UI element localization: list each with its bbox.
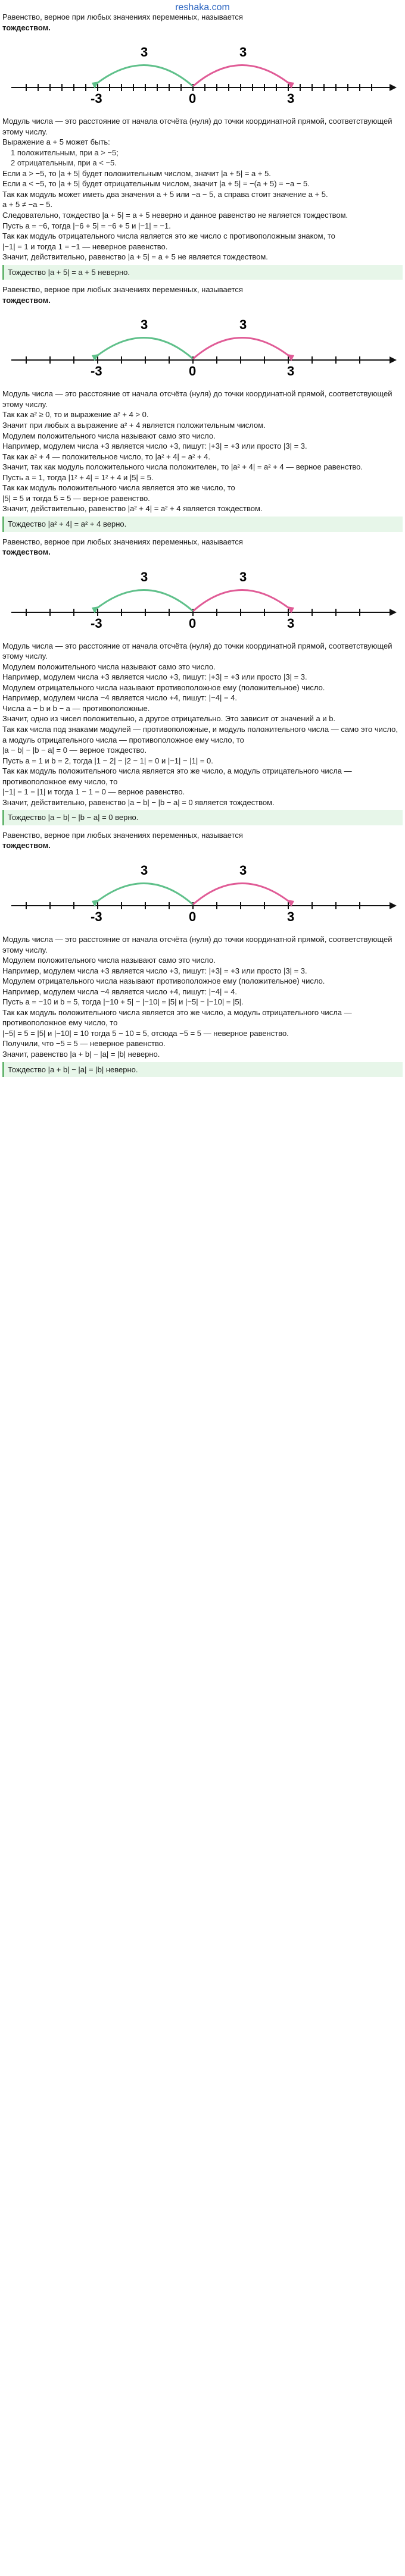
- body-line: Например, модулем числа +3 является число +3, пишут: |+3| = +3 или просто |3| = 3.: [2, 672, 307, 682]
- section-2: [0, 284, 405, 531]
- body-line: Следовательно, тождество |a + 5| = a + 5 неверно и данное равенство не является тождеством.: [2, 211, 348, 220]
- body-line: Так как модуль положительного числа является это же число, а модуль отрицательного числа — противоположное ему число, то: [2, 766, 352, 786]
- number-line: [2, 33, 403, 116]
- intro-text: Равенство, верное при любых значениях переменных, называется: [2, 285, 243, 295]
- answer-box: Тождество |a + 5| = a + 5 неверно.: [2, 265, 403, 280]
- label-distance-right: 3: [239, 45, 247, 60]
- body-line: Значит, действительно, равенство |a + 5| = a + 5 не является тождеством.: [2, 252, 268, 262]
- label-plus-3: 3: [287, 91, 295, 107]
- label-zero: 0: [189, 91, 197, 107]
- body-line: Так как a² + 4 — положительное число, то |a² + 4| = a² + 4.: [2, 452, 210, 461]
- answer-box: Тождество |a + b| − |a| = |b| неверно.: [2, 1062, 403, 1078]
- number-line: [2, 558, 403, 641]
- intro-text: Равенство, верное при любых значениях переменных, называется: [2, 830, 243, 840]
- label-plus-3: 3: [287, 909, 295, 924]
- term-text: тождеством.: [2, 295, 51, 305]
- label-zero: 0: [189, 364, 197, 379]
- number-line-diagram: [2, 305, 405, 389]
- body-line: a + 5 ≠ −a − 5.: [2, 200, 53, 209]
- body-line: Модулем отрицательного числа называют противоположное ему (положительное) число.: [2, 683, 325, 692]
- number-line: [2, 851, 403, 934]
- body-line: |−1| = 1 и тогда 1 = −1 — неверное равенство.: [2, 242, 168, 251]
- label-minus-3: -3: [91, 909, 102, 924]
- body-line: Модулем положительного числа называют само это число.: [2, 956, 216, 965]
- label-minus-3: -3: [91, 364, 102, 379]
- body-line: |a − b| − |b − a| = 0 — верное тождество.: [2, 746, 147, 755]
- label-distance-left: 3: [141, 45, 148, 60]
- label-distance-right: 3: [239, 317, 247, 333]
- body-line: Значит, так как модуль положительного числа положителен, то |a² + 4| = a² + 4 — верное равенство.: [2, 462, 363, 472]
- body-line: |−5| = 5 = |5| и |−10| = 10 тогда 5 − 10 = 5, отсюда −5 = 5 — неверное равенство.: [2, 1028, 289, 1038]
- body-line: |5| = 5 и тогда 5 = 5 — верное равенство.: [2, 493, 150, 503]
- number-line-diagram: [2, 558, 405, 641]
- body-line: Модуль числа — это расстояние от начала отсчёта (нуля) до точки координатной прямой, соответствующей этому числу.: [2, 641, 392, 661]
- body-line: Пусть a = 1 и b = 2, тогда |1 − 2| − |2 − 1| = 0 и |−1| − |1| = 0.: [2, 756, 213, 765]
- label-distance-left: 3: [141, 862, 148, 878]
- body-line: Так как модуль положительного числа является это же число, а модуль отрицательного числа — противоположное ему число, то: [2, 1007, 352, 1028]
- label-distance-left: 3: [141, 569, 148, 584]
- body-line: Пусть a = −6, тогда |−6 + 5| = −6 + 5 и |−1| = −1.: [2, 221, 171, 230]
- term-text: тождеством.: [2, 547, 51, 557]
- label-distance-right: 3: [239, 569, 247, 584]
- number-line-diagram: [2, 33, 405, 116]
- section-1: [0, 12, 405, 280]
- body-line: Модулем положительного числа называют само это число.: [2, 431, 216, 440]
- body-line: Пусть a = −10 и b = 5, тогда |−10 + 5| − |−10| = |5| и |−5| − |−10| = |5|.: [2, 997, 244, 1007]
- body-line: Модуль числа — это расстояние от начала отсчёта (нуля) до точки координатной прямой, соответствующей этому числу.: [2, 934, 392, 954]
- label-minus-3: -3: [91, 91, 102, 107]
- section-3: [0, 537, 405, 825]
- body-line: Так как модуль положительного числа является это же число, то: [2, 483, 235, 493]
- body-line: Если a > −5, то |a + 5| будет положительным числом, значит |a + 5| = a + 5.: [2, 168, 271, 178]
- body-line: Значит, равенство |a + b| − |a| = |b| неверно.: [2, 1050, 160, 1059]
- body-line: Выражение a + 5 может быть:: [2, 137, 110, 147]
- label-minus-3: -3: [91, 615, 102, 631]
- number-line: [2, 305, 403, 389]
- body-line: Пусть a = 1, тогда |1² + 4| = 1² + 4 и |5| = 5.: [2, 472, 154, 482]
- body-line: Если a < −5, то |a + 5| будет отрицательным числом, значит |a + 5| = −(a + 5) = −a − 5.: [2, 179, 310, 189]
- number-line-diagram: [2, 851, 405, 934]
- body-line: Так как модуль отрицательного числа является это же число с противоположным знаком, то: [2, 231, 335, 241]
- body-line: |−1| = 1 = |1| и тогда 1 − 1 = 0 — верное равенство.: [2, 787, 185, 797]
- label-distance-left: 3: [141, 317, 148, 333]
- list-item: 2 отрицательным, при a < −5.: [11, 158, 117, 168]
- body-line: Модуль числа — это расстояние от начала отсчёта (нуля) до точки координатной прямой, соответствующей этому числу.: [2, 389, 392, 409]
- body-line: Числа a − b и b − a — противоположные.: [2, 703, 150, 713]
- body-line: Модулем положительного числа называют само это число.: [2, 662, 216, 671]
- body-line: Например, модулем числа −4 является число +4, пишут: |−4| = 4.: [2, 987, 238, 996]
- term-text: тождеством.: [2, 23, 51, 32]
- body-line: Модулем отрицательного числа называют противоположное ему (положительное) число.: [2, 976, 325, 986]
- body-line: Модуль числа — это расстояние от начала отсчёта (нуля) до точки координатной прямой, соответствующей этому числу.: [2, 117, 392, 136]
- label-plus-3: 3: [287, 364, 295, 379]
- label-plus-3: 3: [287, 615, 295, 631]
- label-zero: 0: [189, 615, 197, 631]
- body-line: Так как модуль может иметь два значения a + 5 или −a − 5, а справа стоит значение a + 5.: [2, 189, 328, 199]
- answer-box: Тождество |a − b| − |b − a| = 0 верно.: [2, 810, 403, 825]
- intro-text: Равенство, верное при любых значениях переменных, называется: [2, 537, 243, 546]
- body-line: Значит, действительно, равенство |a² + 4| = a² + 4 является тождеством.: [2, 504, 263, 514]
- section-4: [0, 830, 405, 1077]
- body-line: Значит при любых a выражение a² + 4 является положительным числом.: [2, 421, 266, 430]
- body-line: Значит, действительно, равенство |a − b| − |b − a| = 0 является тождеством.: [2, 797, 275, 807]
- body-line: Значит, одно из чисел положительно, а другое отрицательно. Это зависит от значений a и b.: [2, 714, 336, 724]
- body-line: Например, модулем числа +3 является число +3, пишут: |+3| = +3 или просто |3| = 3.: [2, 442, 307, 451]
- body-line: Так как числа под знаками модулей — противоположные, и модуль положительного числа — само это число, а модуль отрицательного числа — противоположное ему число, то: [2, 724, 398, 744]
- body-line: Получили, что −5 = 5 — неверное равенство.: [2, 1039, 166, 1048]
- intro-text: Равенство, верное при любых значениях переменных, называется: [2, 12, 243, 21]
- body-line: Например, модулем числа −4 является число +4, пишут: |−4| = 4.: [2, 693, 238, 703]
- body-line: Например, модулем числа +3 является число +3, пишут: |+3| = +3 или просто |3| = 3.: [2, 966, 307, 975]
- label-zero: 0: [189, 909, 197, 924]
- body-line: Так как a² ≥ 0, то и выражение a² + 4 > 0.: [2, 410, 149, 420]
- site-header[interactable]: reshaka.com: [175, 2, 230, 12]
- label-distance-right: 3: [239, 862, 247, 878]
- answer-box: Тождество |a² + 4| = a² + 4 верно.: [2, 517, 403, 532]
- term-text: тождеством.: [2, 841, 51, 850]
- list-item: 1 положительным, при a > −5;: [11, 148, 119, 157]
